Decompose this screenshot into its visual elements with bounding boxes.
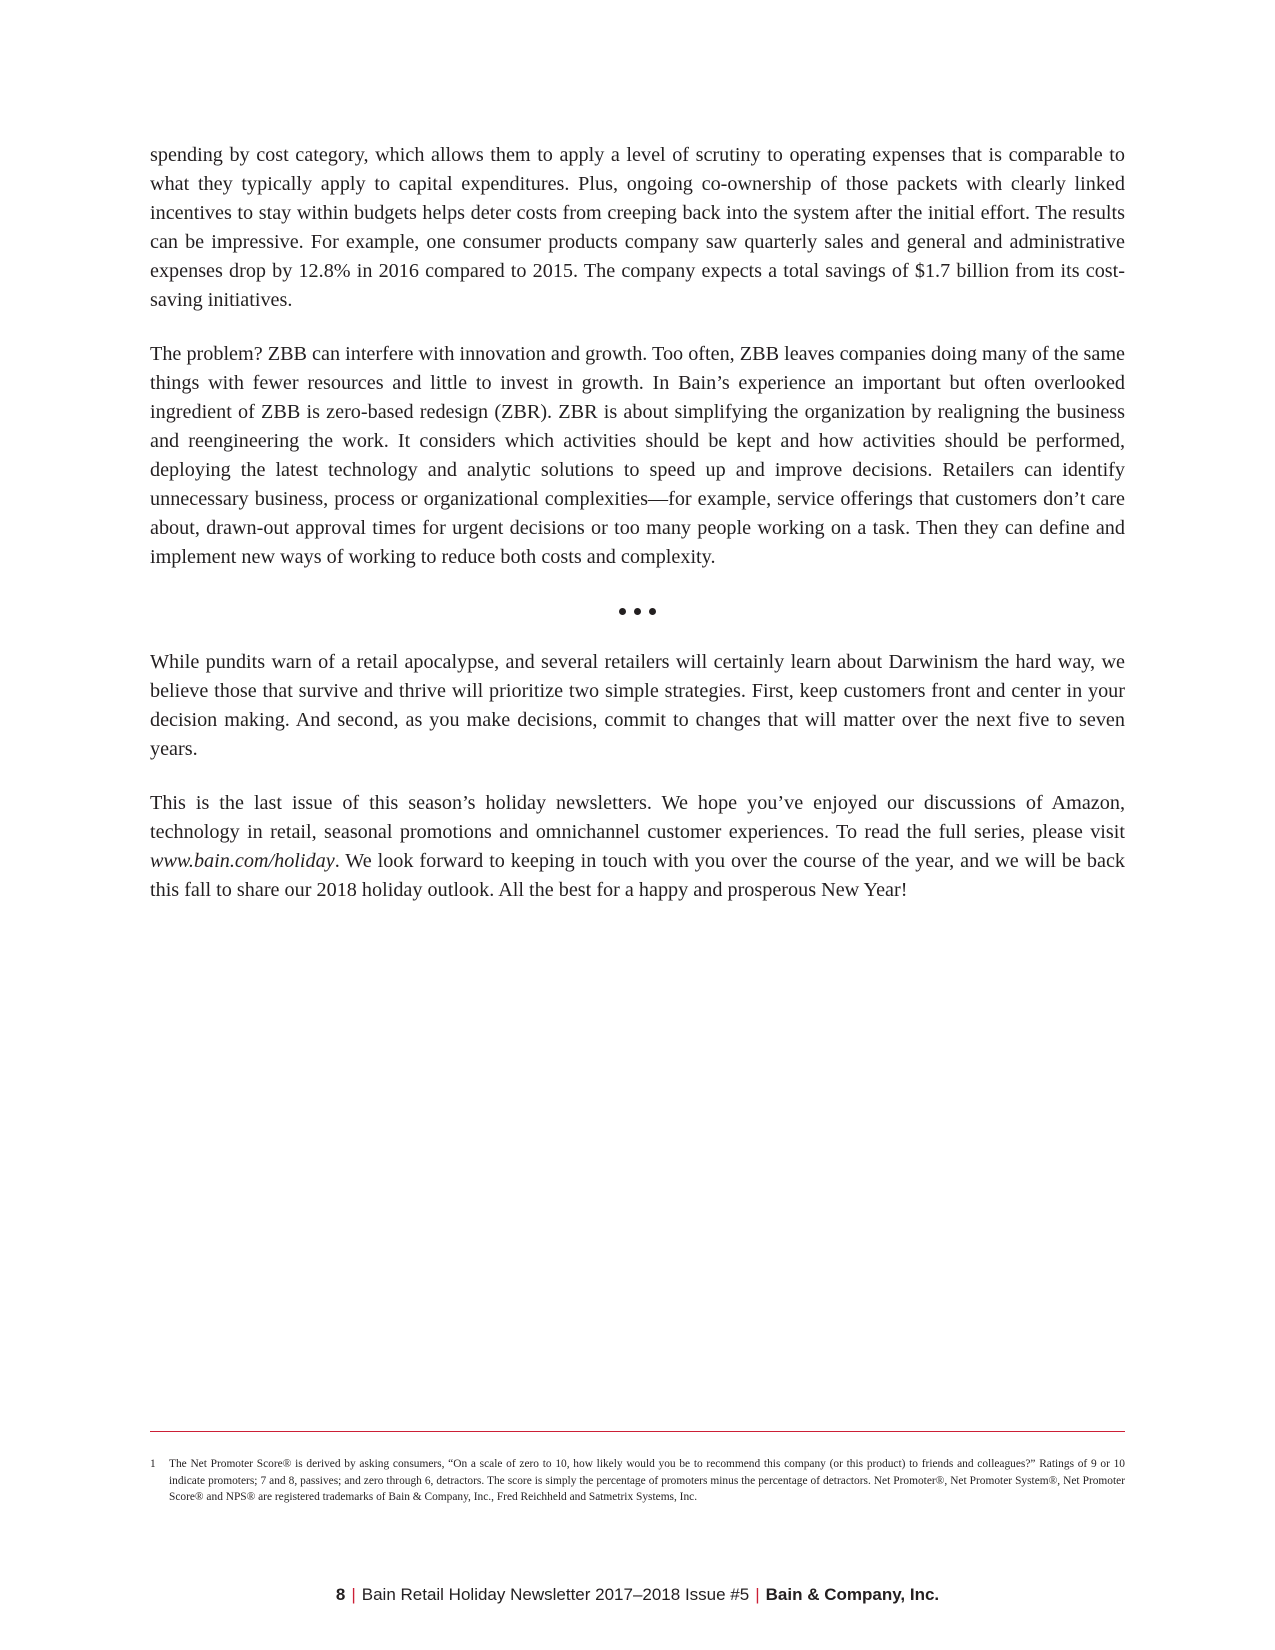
publication-title: Bain Retail Holiday Newsletter 2017–2018 Issue #5 — [361, 1585, 750, 1604]
paragraph-closing — [150, 789, 1125, 905]
dot-icon — [649, 608, 656, 615]
body-text — [150, 141, 1125, 930]
page-number: 8 — [335, 1585, 346, 1604]
footer-separator: | — [351, 1585, 356, 1604]
dot-icon — [619, 608, 626, 615]
dot-icon — [634, 608, 641, 615]
footnote-number: 1 — [150, 1458, 156, 1470]
paragraph-zbr-problem: The problem? ZBB can interfere with innovation and growth. Too often, ZBB leaves companies doing many of the same things with fewer resources and little to invest in growth. In Bain’s experience an important but often overlooked ingredient of ZBB is zero-based redesign (ZBR). ZBR is about simplifying the organization by realigning the business and reengineering the work. It considers which activities should be kept and how activities should be performed, deploying the latest technology and analytic solutions to speed up and improve decisions. Retailers can identify unnecessary business, process or organizational complexities—for example, service offerings that customers don’t care about, drawn-out approval times for urgent decisions or too many people working on a task. Then they can define and implement new ways of working to reduce both costs and complexity. — [150, 343, 1125, 568]
paragraph-conclusion: While pundits warn of a retail apocalypse, and several retailers will certainly learn about Darwinism the hard way, we believe those that survive and thrive will prioritize two simple strategies. First, keep customers front and center in your decision making. And second, as you make decisions, commit to changes that will matter over the next five to seven years. — [150, 651, 1125, 760]
footnote-divider — [150, 1431, 1125, 1432]
holiday-link[interactable]: www.bain.com/holiday — [150, 850, 335, 872]
section-break-dots — [150, 597, 1125, 623]
closing-text-start: This is the last issue of this season’s holiday newsletters. We hope you’ve enjoyed our discussions of Amazon, technology in retail, seasonal promotions and omnichannel customer experiences. To read the full series, please visit — [150, 792, 1125, 843]
paragraph-zbb-results: spending by cost category, which allows them to apply a level of scrutiny to operating expenses that is comparable to what they typically apply to capital expenditures. Plus, ongoing co-ownership of those packets with clearly linked incentives to stay within budgets helps deter costs from creeping back into the system after the initial effort. The results can be impressive. For example, one consumer products company saw quarterly sales and general and administrative expenses drop by 12.8% in 2016 compared to 2015. The company expects a total savings of $1.7 billion from its cost-saving initiatives. — [150, 144, 1125, 311]
company-name: Bain & Company, Inc. — [765, 1585, 940, 1604]
footnote-text: The Net Promoter Score® is derived by asking consumers, “On a scale of zero to 10, how likely would you be to recommend this company (or this product) to friends and colleagues?” Ratings of 9 or 10 indicate promoters; 7 and 8, passives; and zero through 6, detractors. The score is simply the percentage of promoters minus the percentage of detractors. Net Promoter®, Net Promoter System®, Net Promoter Score® and NPS® are registered trademarks of Bain & Company, Inc., Fred Reichheld and Satmetrix Systems, Inc. — [169, 1458, 1125, 1503]
page-footer — [0, 1585, 1275, 1605]
footer-separator: | — [755, 1585, 760, 1604]
footnote — [150, 1456, 1125, 1506]
closing-text-end: . We look forward to keeping in touch with you over the course of the year, and we will be back this fall to share our 2018 holiday outlook. All the best for a happy and prosperous New Year! — [150, 850, 1125, 901]
